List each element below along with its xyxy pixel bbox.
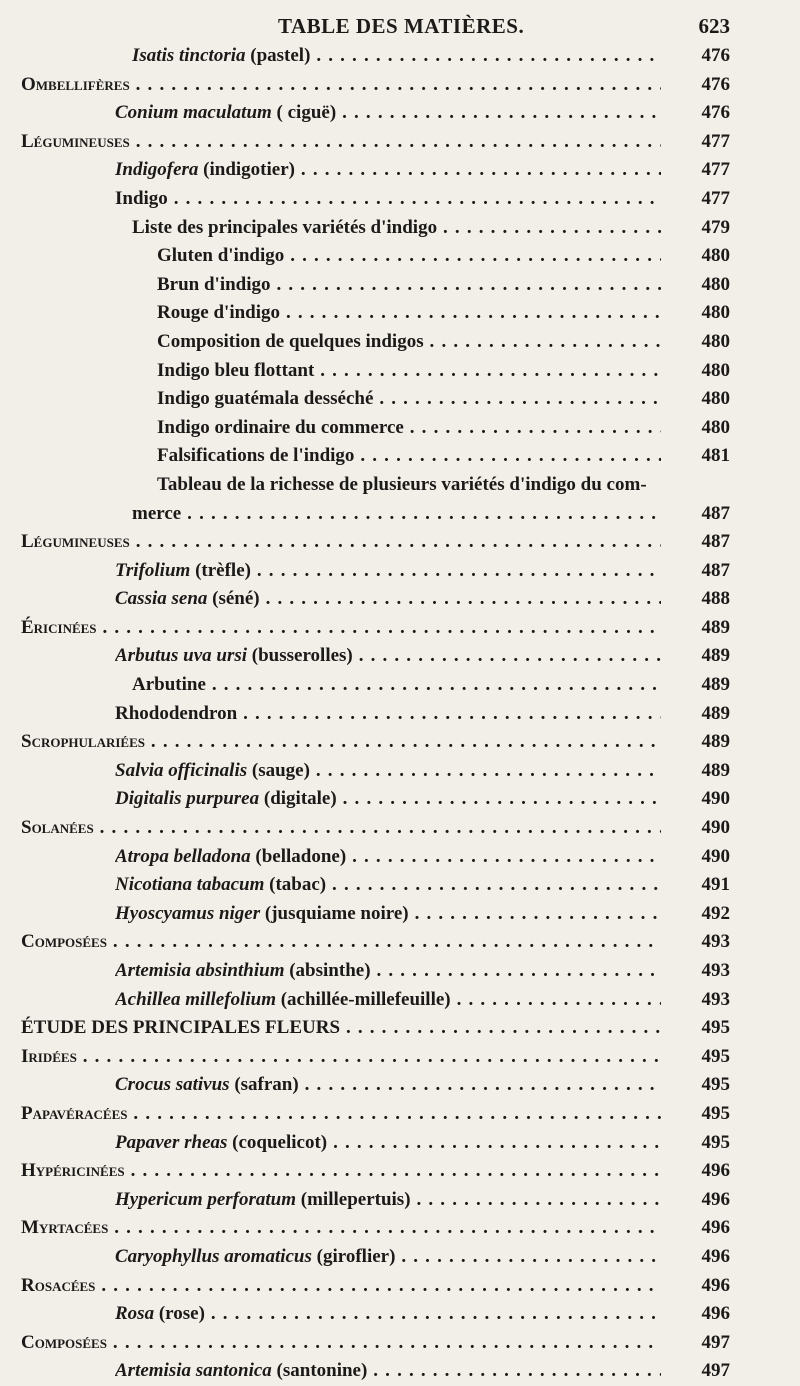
entry-common-name: (pastel): [245, 45, 311, 66]
toc-entry: [0, 442, 800, 471]
toc-entry: [0, 728, 800, 757]
entry-species: Hypericum perforatum: [115, 1188, 297, 1210]
toc-entry: [0, 928, 800, 957]
entry-page: 477: [701, 187, 730, 209]
entry-page: 489: [701, 731, 730, 753]
toc-entry: [0, 214, 800, 243]
entry-common-name: (sauge): [247, 759, 310, 781]
entry-label: Rouge d'indigo . . .: [157, 299, 661, 328]
entry-page: 492: [701, 902, 730, 924]
entry-page: 476: [701, 45, 730, 66]
toc-entry: [0, 156, 800, 185]
entry-label: Indigo guatémala desséché . . .: [157, 385, 661, 414]
toc-entry: [0, 1157, 800, 1186]
entry-page: 496: [701, 1245, 730, 1267]
entry-page: 488: [701, 588, 730, 610]
entry-page: 476: [701, 73, 730, 95]
entry-page: 487: [701, 531, 730, 553]
entry-page: 496: [701, 1217, 730, 1239]
entry-section: ÉTUDE DES PRINCIPALES FLEURS . . .: [21, 1014, 661, 1043]
toc-entry: [0, 128, 800, 157]
entry-label: Indigo bleu flottant . . .: [157, 357, 661, 386]
entry-page: 496: [701, 1188, 730, 1210]
toc-entry: [0, 328, 800, 357]
entry-page: 476: [701, 102, 730, 124]
toc-entry: [0, 71, 800, 100]
toc-entry: [0, 42, 800, 71]
entry-species: Papaver rheas: [115, 1131, 228, 1153]
entry-family: Composées: [21, 931, 107, 953]
entry-common-name: (digitale): [259, 788, 337, 810]
entry-page: 479: [701, 216, 730, 238]
entry-species: Salvia officinalis: [115, 759, 248, 781]
entry-common-name: (tabac): [264, 874, 327, 896]
toc-entry: [0, 1043, 800, 1072]
entry-common-name: (rose): [154, 1303, 205, 1325]
entry-page: 489: [701, 674, 730, 696]
entry-common-name: (indigotier): [198, 159, 295, 181]
entry-page: 477: [701, 130, 730, 152]
entry-common-name: (achillée-millefeuille): [275, 988, 451, 1010]
toc-entry: [0, 1272, 800, 1301]
toc-entry: [0, 757, 800, 786]
toc-entry: [0, 642, 800, 671]
toc-entry: [0, 471, 800, 500]
entry-page: 480: [701, 302, 730, 324]
header-page-number: 623: [698, 14, 730, 38]
entry-family: Ombellifères: [21, 73, 130, 95]
entry-species: Atropa belladona: [115, 845, 251, 867]
entry-page: 481: [701, 445, 730, 467]
toc-entry: [0, 1243, 800, 1272]
toc-entry: [0, 871, 800, 900]
entry-page: 480: [701, 416, 730, 438]
entry-family: Hypéricinées: [21, 1160, 125, 1182]
entry-label: Rhododendron . . .: [115, 700, 661, 729]
entry-family: Iridées: [21, 1045, 77, 1067]
toc-entry: [0, 1071, 800, 1100]
entry-species: Caryophyllus aromaticus: [115, 1245, 312, 1267]
entry-page: 480: [701, 388, 730, 410]
toc-entry: [0, 585, 800, 614]
entry-page: 496: [701, 1303, 730, 1325]
toc-entry: [0, 242, 800, 271]
entry-page: 497: [701, 1360, 730, 1382]
toc-entry: [0, 299, 800, 328]
toc-entry: [0, 1100, 800, 1129]
entry-label: Liste des principales variétés d'indigo . . .: [132, 214, 661, 243]
toc-entry: [0, 385, 800, 414]
entry-family: Éricinées: [21, 616, 97, 638]
entry-label: Gluten d'indigo . . .: [157, 242, 661, 271]
entry-page: 480: [701, 330, 730, 352]
entry-common-name: (séné): [207, 588, 260, 610]
entry-page: 495: [701, 1074, 730, 1096]
entry-species: Cassia sena: [115, 588, 208, 610]
entry-page: 497: [701, 1331, 730, 1353]
entry-family: Composées: [21, 1331, 107, 1353]
entry-species: Isatis tinctoria: [132, 45, 246, 66]
entry-page: 490: [701, 845, 730, 867]
toc-entry: [0, 700, 800, 729]
entry-label: merce . . .: [132, 500, 661, 529]
table-of-contents: [0, 42, 800, 1386]
entry-family: Scrophulariées: [21, 731, 145, 753]
entry-common-name: (jusquiame noire): [260, 902, 409, 924]
toc-entry: [0, 614, 800, 643]
entry-label: Indigo . . .: [115, 185, 661, 214]
toc-entry: [0, 785, 800, 814]
toc-entry: [0, 1357, 800, 1386]
toc-entry: [0, 986, 800, 1015]
entry-family: Myrtacées: [21, 1217, 109, 1239]
entry-common-name: (coquelicot): [227, 1131, 328, 1153]
entry-page: 495: [701, 1102, 730, 1124]
entry-common-name: (giroflier): [311, 1245, 396, 1267]
toc-entry: [0, 957, 800, 986]
entry-label: Indigo ordinaire du commerce . . .: [157, 414, 661, 443]
entry-species: Indigofera: [115, 159, 199, 181]
toc-entry: [0, 271, 800, 300]
entry-common-name: (busserolles): [247, 645, 353, 667]
toc-entry: [0, 1329, 800, 1358]
toc-entry: [0, 1214, 800, 1243]
toc-entry: [0, 814, 800, 843]
entry-species: Achillea millefolium: [115, 988, 276, 1010]
entry-label: Tableau de la richesse de plusieurs variétés d'indigo du com-: [157, 473, 647, 495]
toc-entry: [0, 671, 800, 700]
header-title: TABLE DES MATIÈRES.: [278, 14, 525, 38]
entry-common-name: (trèfle): [190, 559, 251, 581]
toc-entry: [0, 99, 800, 128]
entry-label: Arbutine . . .: [132, 671, 661, 700]
entry-page: 480: [701, 359, 730, 381]
toc-entry: [0, 1129, 800, 1158]
entry-page: 487: [701, 559, 730, 581]
entry-common-name: (santonine): [271, 1360, 368, 1382]
entry-species: Rosa: [115, 1303, 155, 1325]
entry-common-name: (millepertuis): [296, 1188, 411, 1210]
entry-page: 493: [701, 931, 730, 953]
entry-family: Papavéracées: [21, 1102, 128, 1124]
entry-page: 493: [701, 960, 730, 981]
toc-entry: [0, 557, 800, 586]
entry-species: Crocus sativus: [115, 1074, 230, 1096]
entry-family: Solanées: [21, 817, 94, 839]
entry-species: Nicotiana tabacum: [115, 874, 265, 896]
entry-common-name: (belladone): [250, 845, 347, 867]
toc-entry: [0, 185, 800, 214]
toc-entry: [0, 900, 800, 929]
entry-page: 489: [701, 645, 730, 667]
entry-species: Conium maculatum: [115, 102, 272, 124]
entry-page: 490: [701, 817, 730, 839]
toc-entry: [0, 1186, 800, 1215]
entry-label: Composition de quelques indigos . . .: [157, 328, 661, 357]
entry-family: Légumineuses: [21, 130, 130, 152]
toc-entry: [0, 528, 800, 557]
entry-page: 490: [701, 788, 730, 810]
toc-entry: [0, 500, 800, 529]
entry-page: 493: [701, 988, 730, 1010]
entry-page: 496: [701, 1160, 730, 1182]
entry-page: 480: [701, 245, 730, 267]
entry-page: 495: [701, 1131, 730, 1153]
entry-page: 495: [701, 1045, 730, 1067]
running-header: [0, 14, 800, 44]
entry-page: 491: [701, 874, 730, 896]
toc-entry: [0, 414, 800, 443]
entry-page: 489: [701, 616, 730, 638]
entry-family: Légumineuses: [21, 531, 130, 553]
entry-family: Rosacées: [21, 1274, 96, 1296]
entry-label: Falsifications de l'indigo . . .: [157, 442, 661, 471]
entry-common-name: (absinthe): [284, 960, 371, 981]
toc-entry: [0, 843, 800, 872]
entry-species: Trifolium: [115, 559, 191, 581]
toc-entry: [0, 357, 800, 386]
toc-entry: [0, 1014, 800, 1043]
entry-page: 495: [701, 1017, 730, 1039]
entry-species: Arbutus uva ursi: [115, 645, 248, 667]
entry-page: 489: [701, 702, 730, 724]
entry-species: Hyoscyamus niger: [115, 902, 261, 924]
entry-species: Artemisia santonica: [115, 1360, 272, 1382]
entry-species: Artemisia absinthium: [115, 960, 285, 981]
entry-common-name: (safran): [229, 1074, 299, 1096]
entry-page: 480: [701, 273, 730, 295]
entry-page: 496: [701, 1274, 730, 1296]
entry-common-name: ( ciguë): [271, 102, 337, 124]
entry-page: 477: [701, 159, 730, 181]
entry-species: Digitalis purpurea: [115, 788, 260, 810]
toc-entry: [0, 1300, 800, 1329]
entry-page: 489: [701, 759, 730, 781]
entry-page: 487: [701, 502, 730, 524]
entry-label: Brun d'indigo . . .: [157, 271, 661, 300]
